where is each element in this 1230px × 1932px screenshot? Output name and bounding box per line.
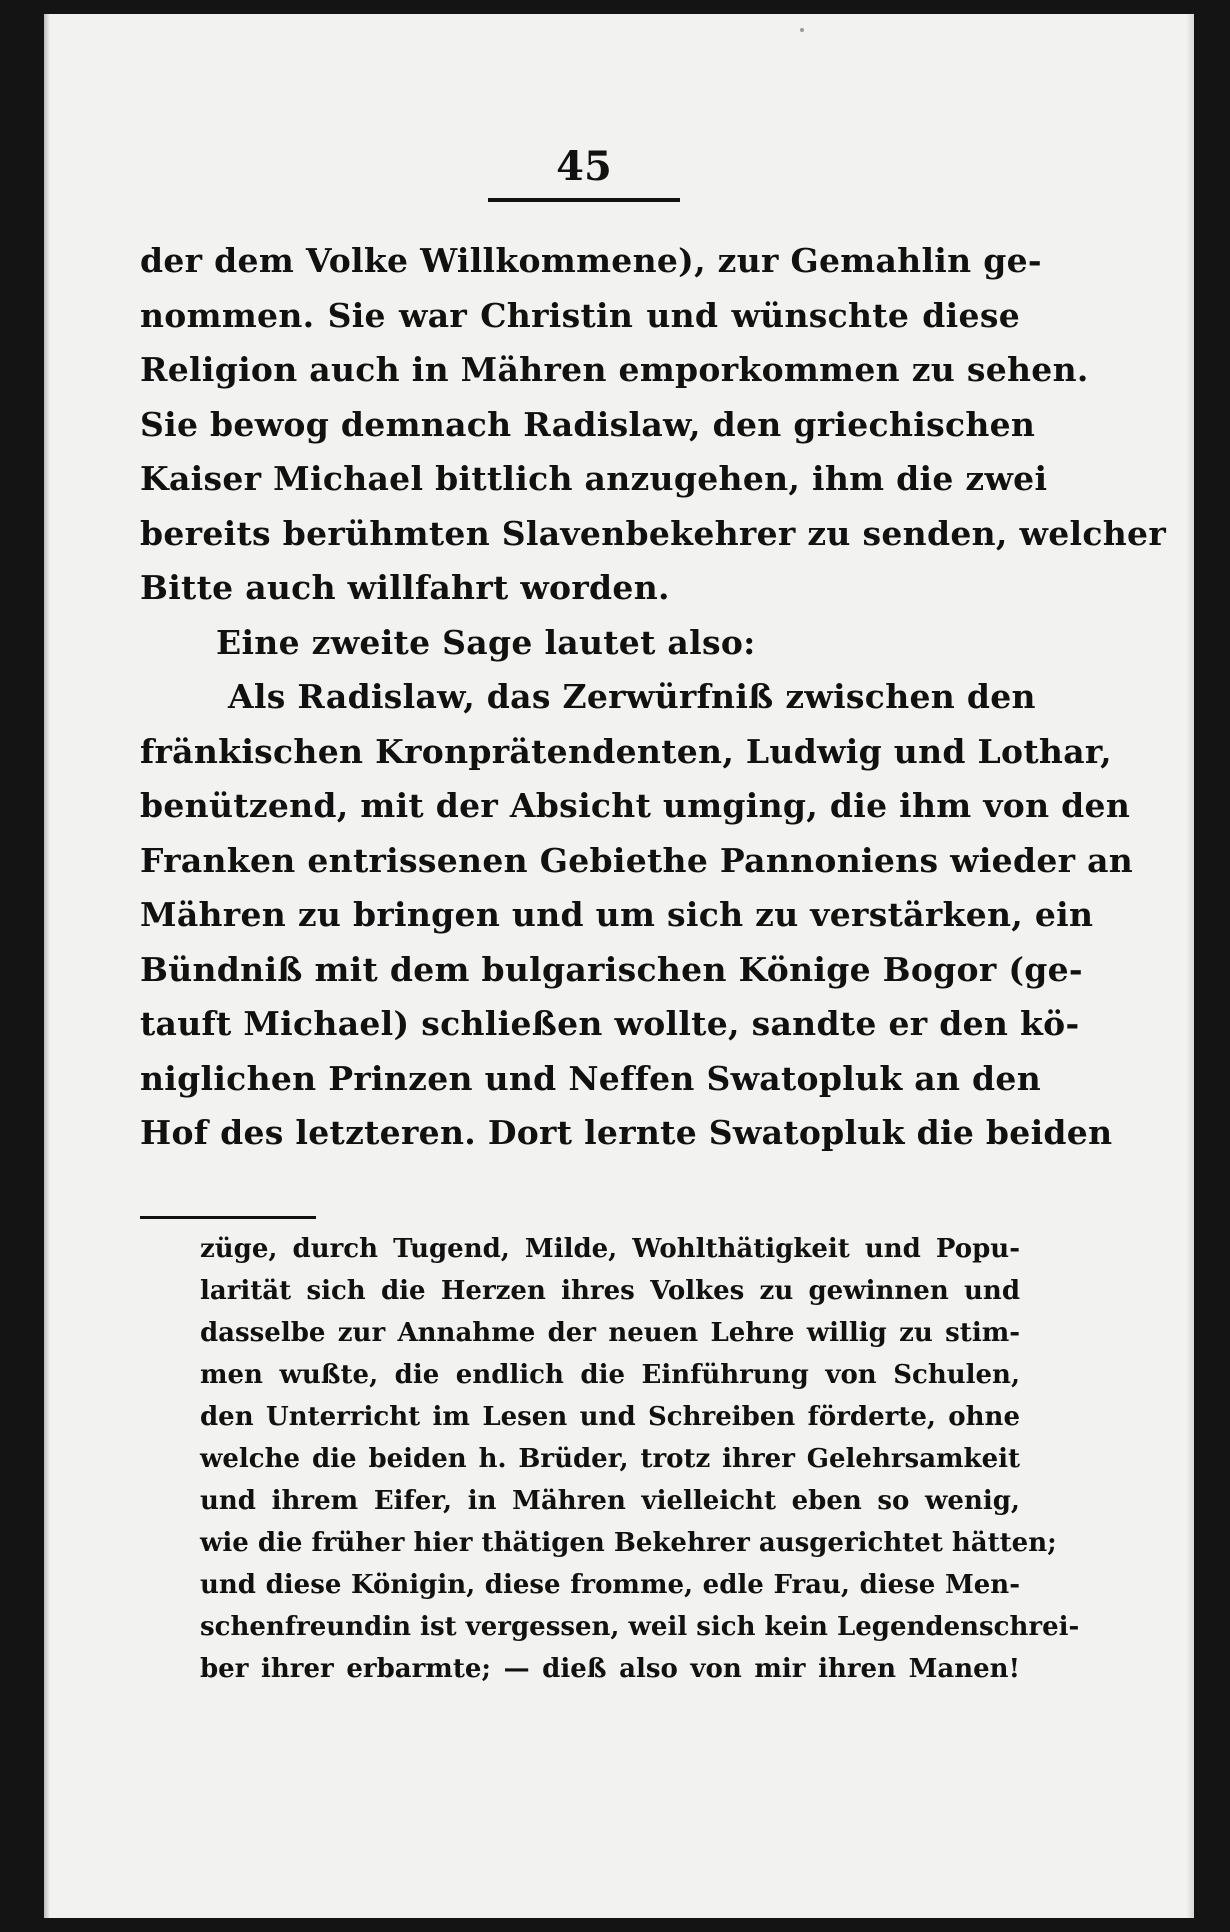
body-line: Religion auch in Mähren emporkommen zu sehen. bbox=[140, 350, 1089, 389]
body-line: Kaiser Michael bittlich anzugehen, ihm die zwei bbox=[140, 459, 1048, 498]
body-line: Bündniß mit dem bulgarischen Könige Bogor (ge- bbox=[140, 949, 1083, 989]
footnote-line: züge, durch Tugend, Milde, Wohlthätigkeit und Popu- bbox=[200, 1234, 1020, 1264]
body-line: Hof des letzteren. Dort lernte Swatopluk die beiden bbox=[140, 1113, 1113, 1152]
footnote-line: den Unterricht im Lesen und Schreiben förderte, ohne bbox=[200, 1402, 1020, 1432]
footnote-line: wie die früher hier thätigen Bekehrer ausgerichtet hätten; bbox=[200, 1528, 1057, 1558]
page-number: 45 bbox=[556, 143, 612, 190]
footnote-line: ber ihrer erbarmte; — dieß also von mir ihren Manen! bbox=[200, 1654, 1020, 1684]
footnote-line: schenfreundin ist vergessen, weil sich kein Legendenschrei- bbox=[200, 1612, 1080, 1642]
body-line: Bitte auch willfahrt worden. bbox=[140, 568, 670, 607]
body-line: fränkischen Kronprätendenten, Ludwig und Lothar, bbox=[140, 731, 1112, 771]
body-line: tauft Michael) schließen wollte, sandte er den kö- bbox=[140, 1004, 1080, 1043]
body-line: Sie bewog demnach Radislaw, den griechischen bbox=[140, 404, 1036, 444]
body-line: der dem Volke Willkommene), zur Gemahlin ge- bbox=[140, 241, 1042, 280]
footnote-line: dasselbe zur Annahme der neuen Lehre willig zu stim- bbox=[200, 1318, 1020, 1348]
page-number-rule bbox=[488, 198, 680, 202]
footnote-line: larität sich die Herzen ihres Volkes zu gewinnen und bbox=[200, 1276, 1020, 1306]
body-text bbox=[140, 234, 1167, 1161]
paper-speck bbox=[800, 28, 804, 32]
body-line: niglichen Prinzen und Neffen Swatopluk an den bbox=[140, 1058, 1042, 1098]
footnote-line: men wußte, die endlich die Einführung von Schulen, bbox=[200, 1360, 1020, 1390]
page-edge bbox=[1186, 14, 1194, 1918]
body-line: Eine zweite Sage lautet also: bbox=[216, 622, 756, 662]
body-line: Mähren zu bringen und um sich zu verstärken, ein bbox=[140, 895, 1094, 934]
body-line: Franken entrissenen Gebiethe Pannoniens wieder an bbox=[140, 840, 1134, 880]
body-line: bereits berühmten Slavenbekehrer zu senden, welcher bbox=[140, 513, 1167, 553]
page-number-block bbox=[486, 144, 682, 190]
footnote-line: und ihrem Eifer, in Mähren vielleicht eben so wenig, bbox=[200, 1486, 1020, 1516]
footnote-line: und diese Königin, diese fromme, edle Frau, diese Men- bbox=[200, 1570, 1020, 1600]
page-gutter-shadow bbox=[44, 14, 50, 1918]
body-line: nommen. Sie war Christin und wünschte diese bbox=[140, 295, 1020, 335]
footnote-line: welche die beiden h. Brüder, trotz ihrer Gelehrsamkeit bbox=[200, 1444, 1020, 1474]
body-line: benützend, mit der Absicht umging, die ihm von den bbox=[140, 786, 1131, 825]
body-line: Als Radislaw, das Zerwürfniß zwischen den bbox=[228, 677, 1036, 716]
footnote-rule bbox=[140, 1216, 316, 1219]
footnote-text bbox=[200, 1228, 1080, 1690]
